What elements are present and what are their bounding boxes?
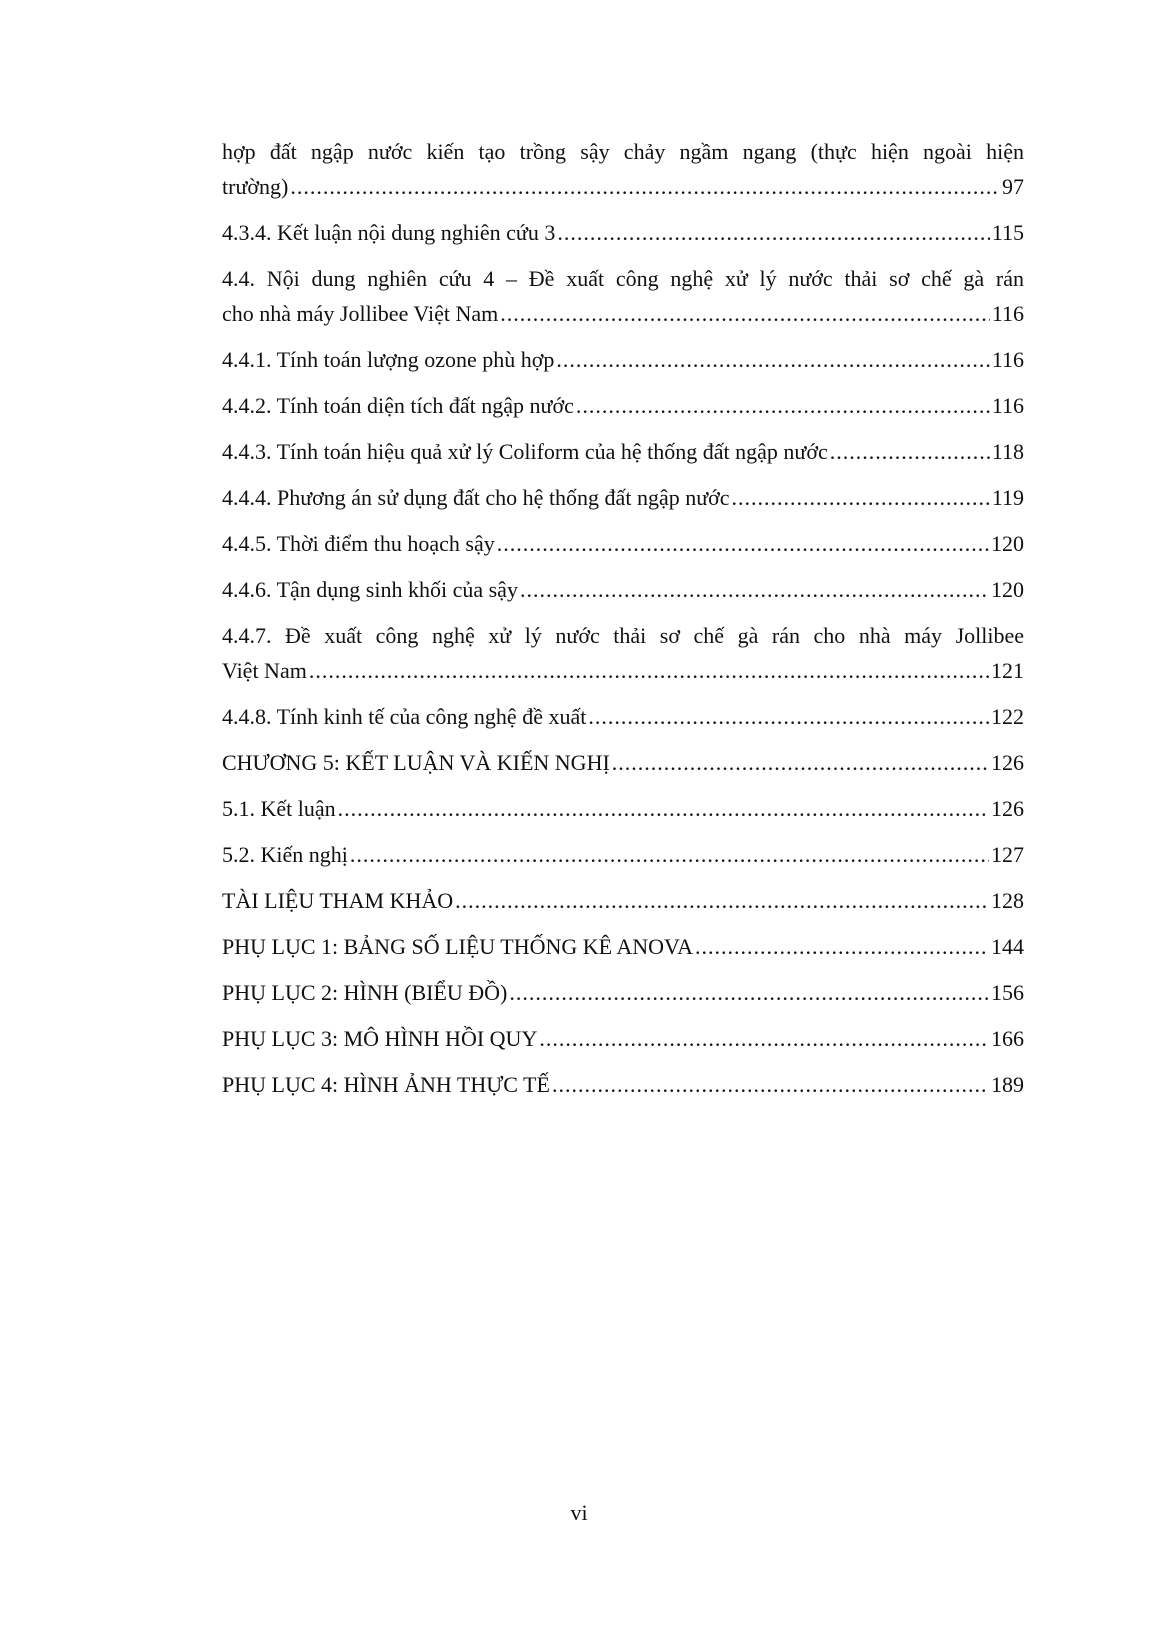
- dot-leader: [830, 434, 990, 469]
- dot-leader: [350, 837, 989, 872]
- toc-entry-title: CHƯƠNG 5: KẾT LUẬN VÀ KIẾN NGHỊ: [222, 750, 610, 775]
- dot-leader: [497, 526, 989, 561]
- toc-entry-page: 115: [991, 220, 1024, 245]
- toc-entry[interactable]: [222, 261, 1024, 331]
- toc-entry-page: 119: [991, 485, 1024, 510]
- toc-entry-page: 144: [991, 934, 1024, 959]
- toc-entry[interactable]: [222, 388, 1024, 423]
- toc-entry-title: cho nhà máy Jollibee Việt Nam: [222, 301, 499, 326]
- toc-entry-title: 4.4.5. Thời điểm thu hoạch sậy: [222, 531, 495, 556]
- toc-entry[interactable]: [222, 215, 1024, 250]
- toc-entry-title: trường): [222, 174, 289, 199]
- toc-entry[interactable]: [222, 929, 1024, 964]
- toc-entry-page: 116: [991, 347, 1024, 372]
- toc-entry-page: 118: [991, 439, 1024, 464]
- toc-entry-title: 5.2. Kiến nghị: [222, 842, 348, 867]
- dot-leader: [338, 791, 989, 826]
- page-number: vi: [570, 1500, 588, 1525]
- toc-entry-title: 4.3.4. Kết luận nội dung nghiên cứu 3: [222, 220, 556, 245]
- toc-entry-lead-text: hợp đất ngập nước kiến tạo trồng sậy chảy ngầm ngang (thực hiện ngoài hiện: [222, 139, 1024, 164]
- dot-leader: [588, 699, 989, 734]
- dot-leader: [612, 745, 989, 780]
- toc-entry-title: 4.4.6. Tận dụng sinh khối của sậy: [222, 577, 518, 602]
- toc-entry-page: 122: [991, 704, 1024, 729]
- toc-entry-page: 116: [991, 301, 1024, 326]
- toc-entry[interactable]: [222, 745, 1024, 780]
- toc-entry[interactable]: [222, 434, 1024, 469]
- toc-entry-title: Việt Nam: [222, 658, 307, 683]
- toc-entry[interactable]: [222, 618, 1024, 688]
- toc-entry-title: PHỤ LỤC 3: MÔ HÌNH HỒI QUY: [222, 1026, 538, 1051]
- toc-entry-title: TÀI LIỆU THAM KHẢO: [222, 888, 454, 913]
- toc-entry[interactable]: [222, 1067, 1024, 1102]
- toc-entry[interactable]: [222, 791, 1024, 826]
- toc-entry-page: 120: [991, 577, 1024, 602]
- toc-entry-title: 4.4.1. Tính toán lượng ozone phù hợp: [222, 347, 555, 372]
- toc-entry-page: 189: [991, 1072, 1024, 1097]
- dot-leader: [556, 342, 989, 377]
- dot-leader: [576, 388, 990, 423]
- toc-entry-title: 4.4.8. Tính kinh tế của công nghệ đề xuất: [222, 704, 587, 729]
- toc-entry[interactable]: [222, 480, 1024, 515]
- dot-leader: [500, 296, 990, 331]
- dot-leader: [539, 1021, 989, 1056]
- dot-leader: [309, 653, 989, 688]
- toc-entry[interactable]: [222, 342, 1024, 377]
- dot-leader: [557, 215, 989, 250]
- toc-entry[interactable]: [222, 975, 1024, 1010]
- toc-entry-page: 126: [991, 750, 1024, 775]
- toc-entry-page: 127: [991, 842, 1024, 867]
- toc-entry[interactable]: [222, 883, 1024, 918]
- toc-entry-page: 121: [991, 658, 1024, 683]
- table-of-contents: [222, 134, 1024, 1113]
- toc-entry-title: 4.4.4. Phương án sử dụng đất cho hệ thống đất ngập nước: [222, 485, 730, 510]
- toc-entry[interactable]: [222, 1021, 1024, 1056]
- toc-entry-page: 166: [991, 1026, 1024, 1051]
- toc-entry[interactable]: [222, 134, 1024, 204]
- toc-entry-title: PHỤ LỤC 1: BẢNG SỐ LIỆU THỐNG KÊ ANOVA: [222, 934, 693, 959]
- toc-entry-page: 126: [991, 796, 1024, 821]
- toc-entry[interactable]: [222, 699, 1024, 734]
- dot-leader: [732, 480, 990, 515]
- toc-entry-page: 97: [1002, 174, 1024, 199]
- toc-entry-title: PHỤ LỤC 4: HÌNH ẢNH THỰC TẾ: [222, 1072, 550, 1097]
- toc-entry[interactable]: [222, 572, 1024, 607]
- dot-leader: [509, 975, 989, 1010]
- toc-entry[interactable]: [222, 526, 1024, 561]
- dot-leader: [695, 929, 989, 964]
- dot-leader: [455, 883, 989, 918]
- toc-entry-page: 128: [991, 888, 1024, 913]
- dot-leader: [290, 169, 1000, 204]
- toc-entry-lead-text: 4.4.7. Đề xuất công nghệ xử lý nước thải sơ chế gà rán cho nhà máy Jollibee: [222, 623, 1024, 648]
- dot-leader: [552, 1067, 989, 1102]
- toc-entry-page: 116: [991, 393, 1024, 418]
- toc-entry-page: 120: [991, 531, 1024, 556]
- dot-leader: [520, 572, 989, 607]
- toc-entry-page: 156: [991, 980, 1024, 1005]
- toc-entry-lead-text: 4.4. Nội dung nghiên cứu 4 – Đề xuất công nghệ xử lý nước thải sơ chế gà rán: [222, 266, 1024, 291]
- toc-entry-title: 5.1. Kết luận: [222, 796, 336, 821]
- toc-entry[interactable]: [222, 837, 1024, 872]
- toc-entry-title: 4.4.3. Tính toán hiệu quả xử lý Coliform của hệ thống đất ngập nước: [222, 439, 828, 464]
- toc-entry-title: 4.4.2. Tính toán diện tích đất ngập nước: [222, 393, 574, 418]
- toc-entry-title: PHỤ LỤC 2: HÌNH (BIỂU ĐỒ): [222, 980, 508, 1005]
